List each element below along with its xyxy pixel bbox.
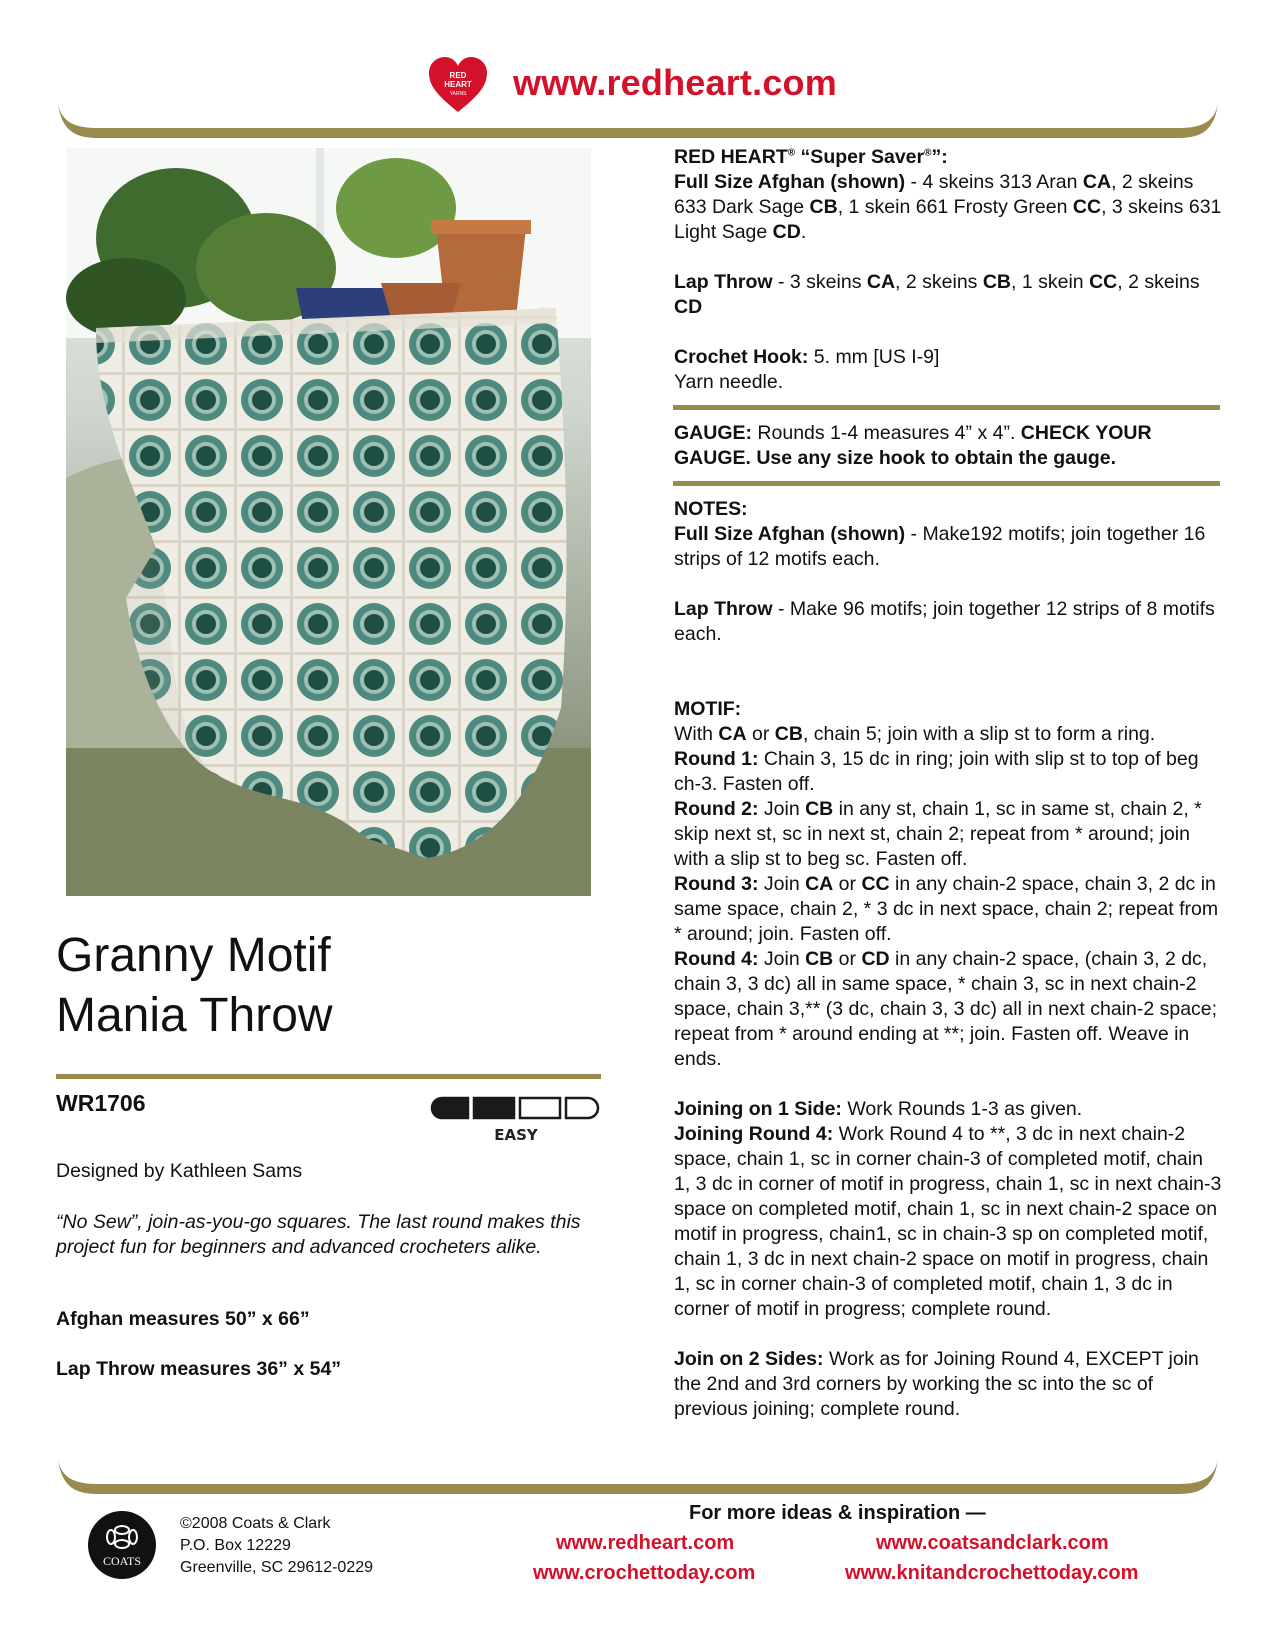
pattern-title-line1: Granny Motif — [56, 929, 331, 982]
header-site-url[interactable]: www.redheart.com — [513, 62, 837, 103]
publisher-address — [180, 1513, 373, 1579]
afghan-photo — [66, 148, 591, 896]
notes-heading: NOTES: — [674, 498, 748, 520]
pattern-title-line2: Mania Throw — [56, 989, 333, 1042]
footer-divider-swoosh — [58, 1460, 1218, 1500]
lap-throw-size: Lap Throw measures 36” x 54” — [56, 1358, 342, 1380]
materials-lap-throw: Lap Throw - 3 skeins CA, 2 skeins CB, 1 skein CC, 2 skeins CD — [674, 271, 1200, 318]
yarn-needle: Yarn needle. — [674, 371, 784, 393]
instructions-column — [674, 145, 1222, 1422]
gauge-bottom-rule — [673, 481, 1220, 486]
crochet-afghan-photo-icon — [66, 148, 591, 896]
motif-round-4: Round 4: Join CB or CD in any chain-2 space, (chain 3, 2 dc, chain 3, 3 dc) all in same space, * chain 3, sc in next chain-2 space, chain 3,** (3 dc, chain 3, 3 dc) all in next chain-2 space; repeat from * around ending at **; join. Fasten off. Weave in ends. — [674, 948, 1218, 1070]
footer-link-crochettoday[interactable]: www.crochettoday.com — [533, 1562, 756, 1584]
gauge-text: GAUGE: Rounds 1-4 measures 4” x 4”. CHECK YOUR GAUGE. Use any size hook to obtain the gauge. — [674, 422, 1152, 469]
motif-round-1: Round 1: Chain 3, 15 dc in ring; join with slip st to top of beg ch-3. Fasten off. — [674, 748, 1199, 795]
pattern-code: WR1706 — [56, 1090, 146, 1116]
address-line3: Greenville, SC 29612-0229 — [180, 1559, 374, 1576]
logo-text-heart: HEART — [444, 80, 472, 89]
designer-credit: Designed by Kathleen Sams — [56, 1160, 303, 1182]
skill-level-bars-icon — [432, 1098, 598, 1118]
pattern-title — [56, 926, 333, 1046]
address-line1: ©2008 Coats & Clark — [180, 1515, 331, 1532]
motif-round-3: Round 3: Join CA or CC in any chain-2 space, chain 3, 2 dc in same space, chain 2, * 3 dc in next space, chain 2; repeat from * around; join. Fasten off. — [674, 873, 1219, 945]
header-divider-swoosh — [58, 104, 1218, 144]
motif-start: With CA or CB, chain 5; join with a slip st to form a ring. — [674, 723, 1156, 745]
logo-text-yarns: YARNS — [449, 91, 467, 97]
coats-logo-text: COATS — [102, 1554, 142, 1568]
motif-heading: MOTIF: — [674, 698, 742, 720]
pattern-tagline: “No Sew”, join-as-you-go squares. The last round makes this project fun for beginners and advanced crocheters alike. — [56, 1211, 581, 1258]
left-divider-rule — [56, 1074, 601, 1079]
skill-level-meter — [428, 1096, 602, 1146]
notes-full-size: Full Size Afghan (shown) - Make192 motifs; join together 16 strips of 12 motifs each. — [674, 523, 1206, 570]
joining-round-4: Joining Round 4: Work Round 4 to **, 3 dc in next chain-2 space, chain 1, sc in corner chain-3 of completed motif, chain 1, 3 dc in corner of motif in progress, chain 1, sc in next chain-3 space on completed motif, chain 1, sc in next chain-2 space on motif in progress, chain1, sc in chain-3 sp on completed motif, chain 1, 3 dc in next chain-2 space on motif in progress, chain 1, sc in corner chain-3 of completed motif, chain 1, 3 dc in corner of motif in progress; complete round. — [674, 1123, 1222, 1320]
materials-full-size: Full Size Afghan (shown) - 4 skeins 313 Aran CA, 2 skeins 633 Dark Sage CB, 1 skein 661 Frosty Green CC, 3 skeins 631 Light Sage CD. — [674, 171, 1222, 243]
skill-level-label: EASY — [494, 1126, 538, 1144]
motif-round-2: Round 2: Join CB in any st, chain 1, sc in same st, chain 2, * skip next st, sc in next st, chain 2; repeat from * around; join with a slip st to beg sc. Fasten off. — [674, 798, 1202, 870]
materials-brand: RED HEART® “Super Saver®”: — [674, 146, 948, 168]
footer-link-coatsandclark[interactable]: www.coatsandclark.com — [876, 1532, 1109, 1554]
address-line2: P.O. Box 12229 — [180, 1537, 291, 1554]
more-ideas-heading: For more ideas & inspiration — — [689, 1502, 986, 1524]
join-two-sides: Join on 2 Sides: Work as for Joining Round 4, EXCEPT join the 2nd and 3rd corners by working the sc into the sc of previous joining; complete round. — [674, 1348, 1199, 1420]
logo-text-red: RED — [449, 71, 467, 80]
afghan-size: Afghan measures 50” x 66” — [56, 1308, 310, 1330]
notes-lap-throw: Lap Throw - Make 96 motifs; join together 12 strips of 8 motifs each. — [674, 598, 1215, 645]
coats-logo-icon[interactable] — [87, 1510, 157, 1580]
footer-link-redheart[interactable]: www.redheart.com — [556, 1532, 735, 1554]
crochet-hook: Crochet Hook: 5. mm [US I-9] — [674, 346, 940, 368]
joining-one-side: Joining on 1 Side: Work Rounds 1-3 as given. — [674, 1098, 1083, 1120]
footer-link-knitandcrochettoday[interactable]: www.knitandcrochettoday.com — [845, 1562, 1139, 1584]
gauge-top-rule — [673, 405, 1220, 410]
